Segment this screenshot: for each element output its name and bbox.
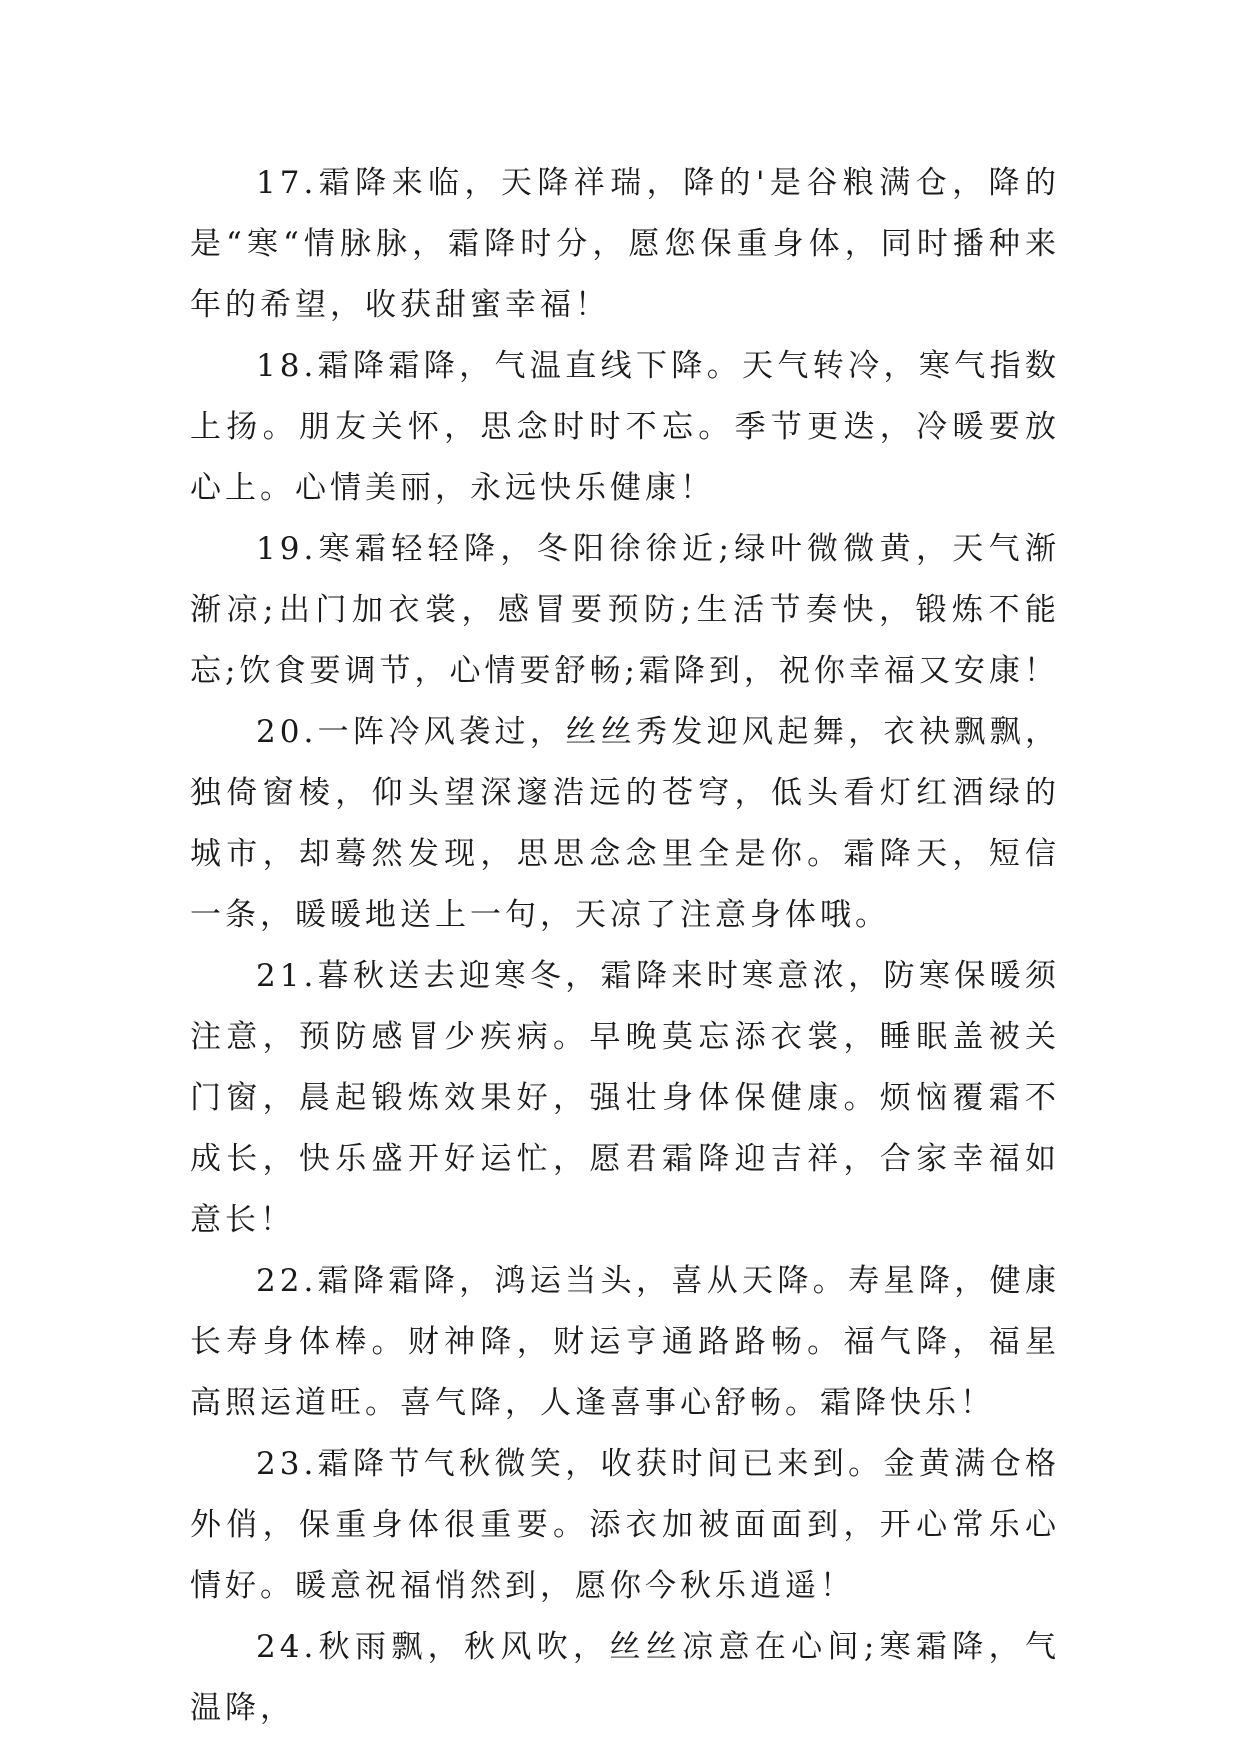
paragraph-21: 21.暮秋送去迎寒冬，霜降来时寒意浓，防寒保暖须注意，预防感冒少疾病。早晚莫忘添衣裳，睡眠盖被关门窗，晨起锻炼效果好，强壮身体保健康。烦恼覆霜不成长，快乐盛开好运忙，愿君霜降迎吉祥，合家幸福如意长！ [190, 958, 1060, 1238]
paragraph-18: 18.霜降霜降，气温直线下降。天气转冷，寒气指数上扬。朋友关怀，思念时时不忘。季节更迭，冷暖要放心上。心情美丽，永远快乐健康！ [190, 348, 1060, 506]
paragraph-17: 17.霜降来临，天降祥瑞，降的'是谷粮满仓，降的是“寒“情脉脉，霜降时分，愿您保重身体，同时播种来年的希望，收获甜蜜幸福！ [190, 165, 1060, 323]
paragraph-20: 20.一阵冷风袭过，丝丝秀发迎风起舞，衣袂飘飘，独倚窗棱，仰头望深邃浩远的苍穹，低头看灯红酒绿的城市，却蓦然发现，思思念念里全是你。霜降天，短信一条，暖暖地送上一句，天凉了注意身体哦。 [190, 714, 1060, 933]
paragraph-19: 19.寒霜轻轻降，冬阳徐徐近;绿叶微微黄，天气渐渐凉;出门加衣裳，感冒要预防;生活节奏快，锻炼不能忘;饮食要调节，心情要舒畅;霜降到，祝你幸福又安康！ [190, 531, 1060, 689]
paragraph-24: 24.秋雨飘，秋风吹，丝丝凉意在心间;寒霜降，气温降， [190, 1629, 1060, 1726]
paragraph-23: 23.霜降节气秋微笑，收获时间已来到。金黄满仓格外俏，保重身体很重要。添衣加被面面到，开心常乐心情好。暖意祝福悄然到，愿你今秋乐逍遥！ [190, 1446, 1060, 1604]
paragraph-22: 22.霜降霜降，鸿运当头，喜从天降。寿星降，健康长寿身体棒。财神降，财运亨通路路畅。福气降，福星高照运道旺。喜气降，人逢喜事心舒畅。霜降快乐！ [190, 1263, 1060, 1421]
document-body [190, 153, 1060, 1739]
